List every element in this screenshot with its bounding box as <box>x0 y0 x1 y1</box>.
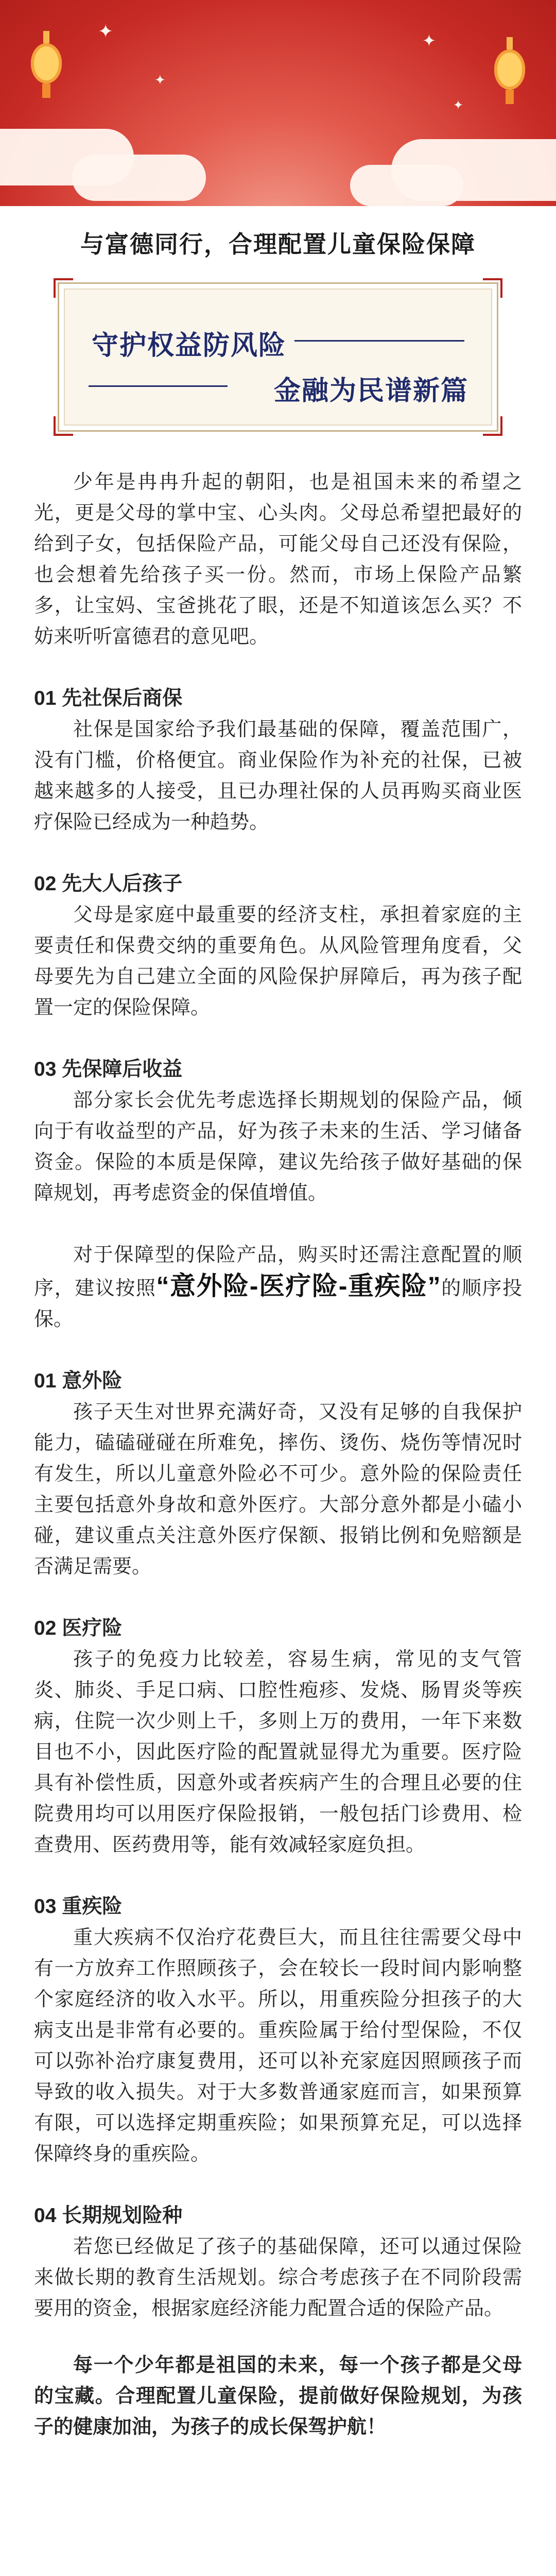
frame-corner <box>483 416 502 436</box>
section-heading: 02 先大人后孩子 <box>34 873 183 895</box>
order-highlight: “意外险-医疗险-重疾险” <box>156 1272 441 1300</box>
section-heading: 01 先社保后商保 <box>34 687 183 709</box>
article-body <box>34 467 522 2443</box>
section-heading: 03 先保障后收益 <box>34 1058 183 1080</box>
insurance-paragraph: 孩子的免疫力比较差，容易生病，常见的支气管炎、肺炎、手足口病、口腔性疱疹、发烧、肠胃炎等疾病，住院一次少则上千，多则上万的费用，一年下来数目也不小，因此医疗险的配置就显得尤为重要。医疗险具有补偿性质，因意外或者疾病产生的合理且必要的住院费用均可以用医疗保险报销，一般包括门诊费用、检查费用、医药费用等，能有效减轻家庭负担。 <box>34 1649 522 1856</box>
frame-corner <box>54 278 73 298</box>
cloud-shape <box>350 165 463 206</box>
lantern-icon <box>494 49 525 90</box>
page-subtitle: 与富德同行，合理配置儿童保险保障 <box>80 231 476 258</box>
lantern-icon <box>31 43 62 83</box>
order-paragraph <box>34 1240 522 1335</box>
insurance-heading: 02 医疗险 <box>34 1617 123 1639</box>
star-icon: ✦ <box>422 31 436 50</box>
title-line-2: 金融为民谱新篇 <box>273 376 468 406</box>
insurance-heading: 01 意外险 <box>34 1370 123 1392</box>
insurance-paragraph: 重大疾病不仅治疗花费巨大，而且往往需要父母中有一方放弃工作照顾孩子，会在较长一段时间内影响整个家庭经济的收入水平。所以，用重疾险分担孩子的大病支出是非常有必要的。重疾险属于给付型保险，不仅可以弥补治疗康复费用，还可以补充家庭因照顾孩子而导致的收入损失。对于大多数普通家庭而言，如果预算有限，可以选择定期重疾险；如果预算充足，可以选择保障终身的重疾险。 <box>34 1927 522 2165</box>
insurance-paragraph: 孩子天生对世界充满好奇，又没有足够的自我保护能力，磕磕碰碰在所难免，摔伤、烫伤、烧伤等情况时有发生，所以儿童意外险必不可少。意外险的保险责任主要包括意外身故和意外医疗。大部分意外都是小磕小碰，建议重点关注意外医疗保额、报销比例和免赔额是否满足需要。 <box>34 1401 522 1578</box>
star-icon: ✦ <box>154 72 166 88</box>
star-icon: ✦ <box>98 21 114 42</box>
section-paragraph: 社保是国家给予我们最基础的保障，覆盖范围广，没有门槛，价格便宜。商业保险作为补充的社保，已被越来越多的人接受，且已办理社保的人员再购买商业医疗保险已经成为一种趋势。 <box>34 719 522 833</box>
header-banner <box>0 0 556 206</box>
frame-corner <box>483 278 502 298</box>
section-paragraph: 父母是家庭中最重要的经济支柱，承担着家庭的主要责任和保费交纳的重要角色。从风险管理角度看，父母要先为自己建立全面的风险保护屏障后，再为孩子配置一定的保险保障。 <box>34 904 522 1019</box>
order-text: 对于保障型的保险产品，购买时还需注意配置的顺序，建议按照 <box>34 1244 522 1299</box>
section-paragraph: 部分家长会优先考虑选择长期规划的保险产品，倾向于有收益型的产品，好为孩子未来的生活、学习储备资金。保险的本质是保障，建议先给孩子做好基础的保障规划，再考虑资金的保值增值。 <box>34 1090 522 1204</box>
cloud-shape <box>72 155 206 201</box>
title-rule <box>89 385 228 387</box>
intro-paragraph: 少年是冉冉升起的朝阳，也是祖国未来的希望之光，更是父母的掌中宝、心头肉。父母总希望把最好的给到子女，包括保险产品，可能父母自己还没有保险，也会想着先给孩子买一份。然而，市场上保险产品繁多，让宝妈、宝爸挑花了眼，还是不知道该怎么买？不妨来听听富德君的意见吧。 <box>34 471 522 648</box>
frame-corner <box>54 416 73 436</box>
order-text-end: 的顺序投保。 <box>34 1278 522 1330</box>
title-line-1: 守护权益防风险 <box>92 331 287 361</box>
insurance-heading: 04 长期规划险种 <box>34 2205 183 2227</box>
closing-paragraph: 每一个少年都是祖国的未来，每一个孩子都是父母的宝藏。合理配置儿童保险，提前做好保险规划，为孩子的健康加油，为孩子的成长保驾护航！ <box>34 2354 522 2438</box>
insurance-heading: 03 重疾险 <box>34 1895 123 1918</box>
title-box <box>58 282 498 432</box>
insurance-paragraph: 若您已经做足了孩子的基础保障，还可以通过保险来做长期的教育生活规划。综合考虑孩子在不同阶段需要用的资金，根据家庭经济能力配置合适的保险产品。 <box>34 2236 522 2319</box>
title-rule <box>294 340 464 342</box>
star-icon: ✦ <box>453 98 464 112</box>
